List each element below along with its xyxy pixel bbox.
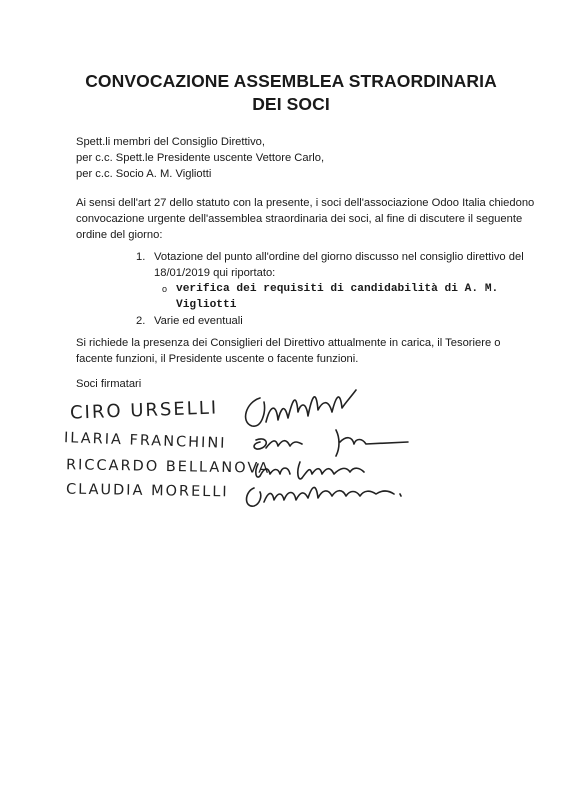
paragraph-line: facente funzioni, il Presidente uscente o facente funzioni. (76, 353, 359, 365)
signature-4 (247, 487, 402, 506)
handwritten-name: CLAUDIA MORELLI (65, 481, 229, 501)
agenda-number: 2. (136, 315, 146, 327)
subitem-line: Vigliotti (176, 299, 237, 311)
agenda-line: Varie ed eventuali (154, 315, 243, 327)
title-line-2: DEI SOCI (252, 94, 330, 114)
signers-label: Soci firmatari (76, 378, 142, 390)
address-line: per c.c. Spett.le Presidente uscente Vettore Carlo, (76, 152, 325, 164)
intro-paragraph (76, 195, 534, 243)
address-line: Spett.li membri del Consiglio Direttivo, (76, 136, 266, 148)
handwritten-name: ILARIA FRANCHINI (63, 430, 227, 452)
paragraph-line: Si richiede la presenza dei Consiglieri del Direttivo attualmente in carica, il Tesoriere o (76, 337, 501, 349)
agenda-subitem (158, 281, 524, 313)
paragraph-line: convocazione urgente dell'assemblea straordinaria dei soci, al fine di discutere il seguente (76, 213, 523, 225)
address-block (76, 134, 324, 182)
agenda-item (136, 249, 524, 313)
agenda-number: 1. (136, 251, 146, 263)
signatures-image (236, 382, 416, 522)
signature-2 (254, 430, 408, 456)
paragraph-line: ordine del giorno: (76, 229, 163, 241)
handwritten-name: CIRO URSELLI (69, 397, 219, 424)
agenda-list (136, 249, 524, 329)
agenda-line: 18/01/2019 qui riportato: (154, 267, 276, 279)
subitem-line: verifica dei requisiti di candidabilità di A. M. (176, 283, 499, 295)
title-line-1: CONVOCAZIONE ASSEMBLEA STRAORDINARIA (85, 71, 497, 91)
closing-paragraph (76, 335, 501, 367)
signature-3 (256, 462, 364, 479)
agenda-item (136, 313, 524, 329)
address-line: per c.c. Socio A. M. Vigliotti (76, 168, 212, 180)
signature-1 (246, 390, 356, 426)
circle-bullet-icon: o (162, 284, 168, 294)
handwritten-name: RICCARDO BELLANOVA (65, 457, 271, 477)
document-title (60, 70, 522, 116)
paragraph-line: Ai sensi dell'art 27 dello statuto con la presente, i soci dell'associazione Odoo Italia chiedono (76, 197, 535, 209)
agenda-line: Votazione del punto all'ordine del giorno discusso nel consiglio direttivo del (154, 251, 524, 263)
